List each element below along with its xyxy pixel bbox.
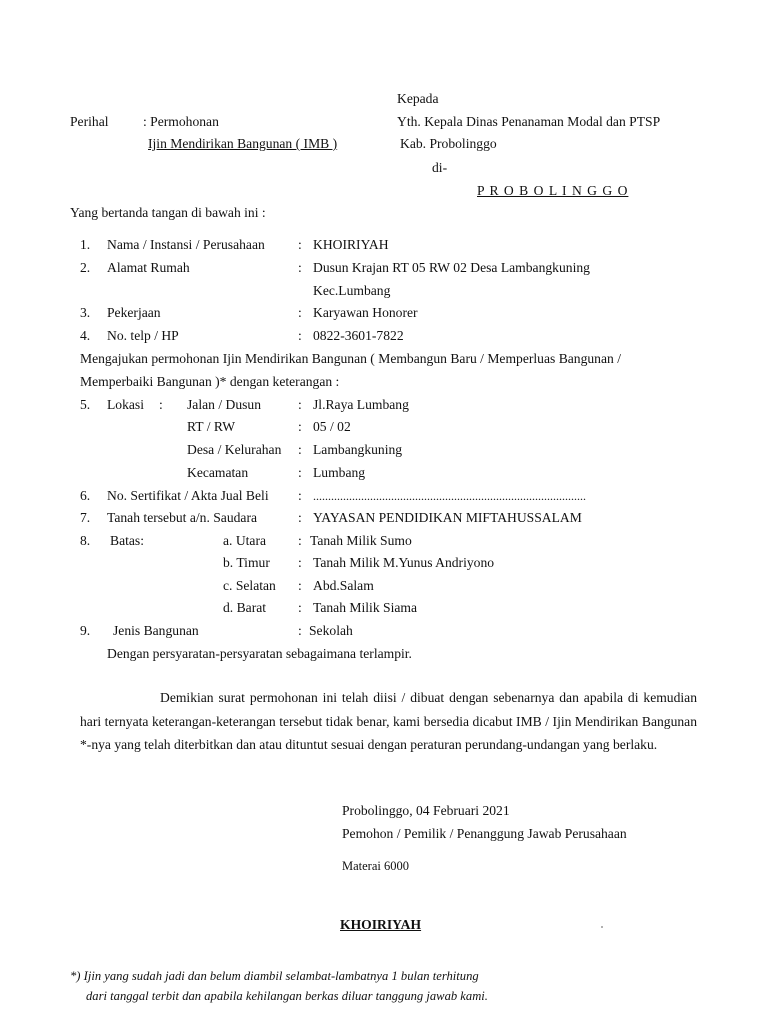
item-label-address: Alamat Rumah <box>107 260 190 275</box>
item-number: 8. <box>80 533 91 548</box>
item-value-address-line2: Kec.Lumbang <box>313 283 391 298</box>
footnote-line1: *) Ijin yang sudah jadi dan belum diambil selambat-lambatnya 1 bulan terhitung <box>70 969 479 983</box>
item-separator: : <box>298 623 302 638</box>
recipient-regency: Kab. Probolinggo <box>400 136 497 151</box>
item-value-occupation: Karyawan Honorer <box>313 305 418 320</box>
item-separator: : <box>298 510 302 525</box>
location-sublabel: Kecamatan <box>187 465 249 480</box>
item-number: 5. <box>80 397 91 412</box>
certificate-label: No. Sertifikat / Akta Jual Beli <box>107 488 269 503</box>
item-value-name: KHOIRIYAH <box>313 237 389 252</box>
building-type-label: Jenis Bangunan <box>113 623 199 638</box>
item-separator: : <box>298 442 302 457</box>
building-type-value: Sekolah <box>309 623 353 638</box>
item-value-address: Dusun Krajan RT 05 RW 02 Desa Lambangkuning <box>313 260 590 275</box>
statement-paragraph: Demikian surat permohonan ini telah diisi / dibuat dengan sebenarnya dan apabila di kemudian hari ternyata keterangan-keterangan tersebut tidak benar, kami bersedia dicabut IMB / Ijin Mendirikan Bangunan *-nya yang telah diterbitkan dan atau dituntut sesuai dengan peraturan perundang-undangan yang berlaku. <box>80 690 697 752</box>
request-text-line2: Memperbaiki Bangunan )* dengan keterangan : <box>80 374 340 389</box>
item-separator: : <box>298 397 302 412</box>
recipient-title: Yth. Kepala Dinas Penanaman Modal dan PTSP <box>397 114 661 129</box>
location-label-separator: : <box>159 397 163 412</box>
place-date: Probolinggo, 04 Februari 2021 <box>342 803 510 818</box>
item-separator: : <box>298 260 302 275</box>
item-separator: : <box>298 465 302 480</box>
item-separator: : <box>298 488 302 503</box>
item-separator: : <box>298 419 302 434</box>
signatory-role: Pemohon / Pemilik / Penanggung Jawab Perusahaan <box>342 826 627 841</box>
item-number: 2. <box>80 260 91 275</box>
land-owner-label: Tanah tersebut a/n. Saudara <box>107 510 258 525</box>
location-sublabel: RT / RW <box>187 419 236 434</box>
land-owner-value: YAYASAN PENDIDIKAN MIFTAHUSSALAM <box>313 510 582 525</box>
item-separator: : <box>298 600 302 615</box>
item-number: 1. <box>80 237 91 252</box>
kepada-label: Kepada <box>397 91 439 106</box>
item-value-phone: 0822-3601-7822 <box>313 328 404 343</box>
item-separator: : <box>298 578 302 593</box>
item-separator: : <box>298 533 302 548</box>
item-separator: : <box>298 305 302 320</box>
item-number: 7. <box>80 510 91 525</box>
perihal-subject: Ijin Mendirikan Bangunan ( IMB ) <box>148 136 338 151</box>
item-number: 9. <box>80 623 91 638</box>
location-value-street: Jl.Raya Lumbang <box>313 397 409 412</box>
location-sublabel: Desa / Kelurahan <box>187 442 282 457</box>
item-separator: : <box>298 237 302 252</box>
borders-label: Batas: <box>110 533 144 548</box>
location-value-village: Lambangkuning <box>313 442 403 457</box>
location-value-rtrw: 05 / 02 <box>313 419 351 434</box>
request-text-line1: Mengajukan permohonan Ijin Mendirikan Bangunan ( Membangun Baru / Memperluas Bangunan / <box>80 351 621 366</box>
border-value-west: Tanah Milik Siama <box>313 600 418 615</box>
requirements-text: Dengan persyaratan-persyaratan sebagaimana terlampir. <box>107 646 412 661</box>
item-number: 4. <box>80 328 91 343</box>
border-value-east: Tanah Milik M.Yunus Andriyono <box>313 555 495 570</box>
recipient-di: di- <box>432 160 448 175</box>
border-direction: c. Selatan <box>223 578 276 593</box>
intro-text: Yang bertanda tangan di bawah ini : <box>70 205 266 220</box>
item-number: 6. <box>80 488 91 503</box>
recipient-city: P R O B O L I N G G O <box>477 183 629 198</box>
stamp-label: Materai 6000 <box>342 859 409 873</box>
item-label-name: Nama / Instansi / Perusahaan <box>107 237 265 252</box>
location-value-district: Lumbang <box>313 465 366 480</box>
perihal-value: : Permohonan <box>143 114 219 129</box>
footnote-line2: dari tanggal terbit dan apabila kehilangan berkas diluar tanggung jawab kami. <box>86 989 488 1003</box>
border-direction: b. Timur <box>223 555 270 570</box>
signatory-name: KHOIRIYAH <box>340 917 422 932</box>
scan-dot <box>601 926 603 928</box>
perihal-label: Perihal <box>70 114 109 129</box>
location-sublabel: Jalan / Dusun <box>187 397 262 412</box>
border-direction: a. Utara <box>223 533 267 548</box>
border-value-south: Abd.Salam <box>313 578 374 593</box>
item-number: 3. <box>80 305 91 320</box>
item-separator: : <box>298 328 302 343</box>
item-separator: : <box>298 555 302 570</box>
border-value-north: Tanah Milik Sumo <box>310 533 412 548</box>
item-label-phone: No. telp / HP <box>107 328 179 343</box>
border-direction: d. Barat <box>223 600 267 615</box>
item-label-occupation: Pekerjaan <box>107 305 161 320</box>
certificate-value: ........................................................................................... <box>313 489 586 503</box>
location-label: Lokasi <box>107 397 144 412</box>
